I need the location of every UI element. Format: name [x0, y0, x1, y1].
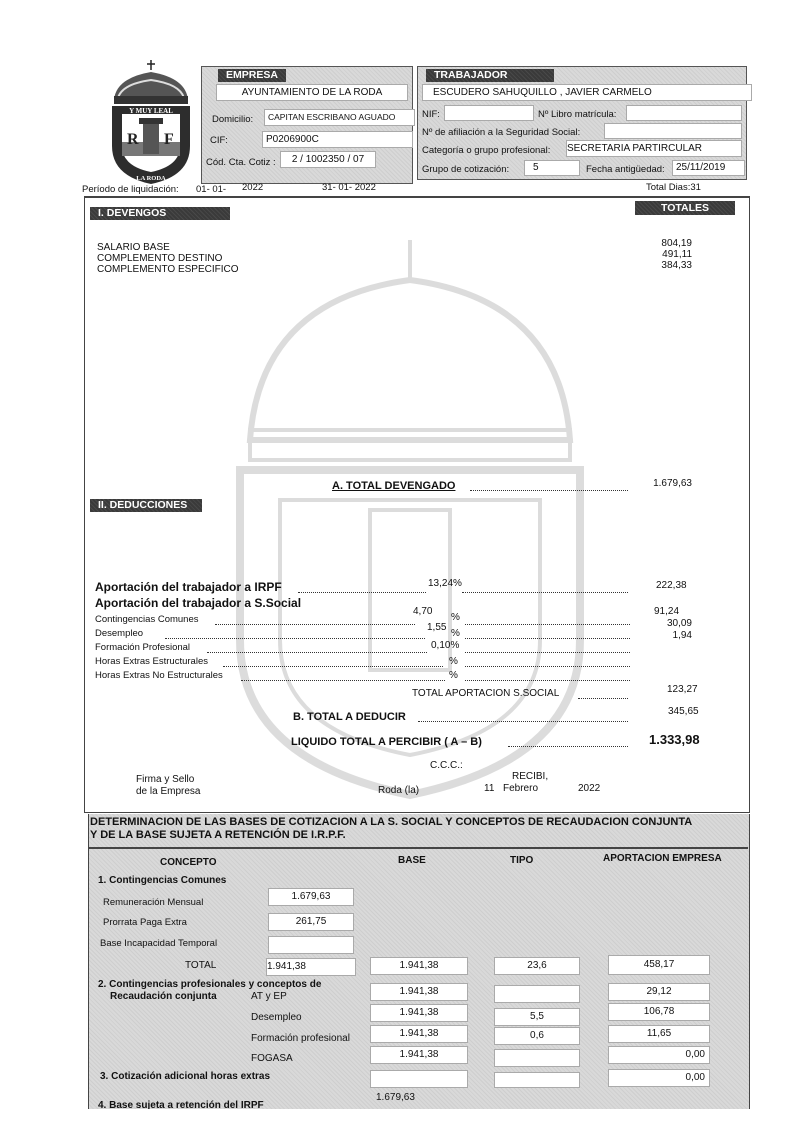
total-dias	[646, 182, 701, 193]
antiguedad-label: Fecha antigüedad:	[586, 164, 665, 175]
leader-dots	[578, 698, 628, 699]
recibi-label: RECIBI,	[512, 771, 549, 782]
grupo-cotizacion-label: Grupo de cotización:	[422, 164, 510, 175]
header-tipo: TIPO	[510, 855, 534, 866]
cc-item-label: Prorrata Paga Extra	[103, 917, 187, 928]
leader-dots	[465, 666, 630, 667]
leader-dots	[223, 666, 443, 667]
total-devengado-value: 1.679,63	[653, 478, 692, 489]
cc-title: 1. Contingencias Comunes	[98, 875, 227, 886]
total-deducir-value: 345,65	[668, 706, 699, 717]
domicilio-value: CAPITAN ESCRIBANO AGUADO	[264, 109, 415, 126]
svg-text:F: F	[164, 131, 174, 148]
leader-dots	[298, 592, 426, 593]
totales-header: TOTALES	[635, 201, 735, 215]
periodo-hasta: 31- 01- 2022	[322, 182, 376, 193]
ccc-label: C.C.C.:	[430, 760, 463, 771]
total-subtotal: 1.941,38	[266, 958, 356, 976]
afiliacion-label: Nº de afiliación a la Seguridad Social:	[422, 127, 581, 138]
cp-item-base: 1.941,38	[370, 1004, 468, 1022]
nif-label: NIF:	[422, 109, 440, 120]
cc-item-label: Base Incapacidad Temporal	[100, 938, 218, 949]
leader-dots	[165, 638, 425, 639]
periodo-label: Período de liquidación:	[82, 184, 179, 195]
bases-title-line2: Y DE LA BASE SUJETA A RETENCIÓN DE I.R.P.F.	[90, 829, 346, 841]
cif-label: CIF:	[210, 135, 228, 146]
header-concepto: CONCEPTO	[160, 857, 217, 868]
cp-item-base: 1.941,38	[370, 1025, 468, 1043]
cc-item-value	[268, 936, 354, 954]
firma-line2: de la Empresa	[136, 786, 201, 797]
leader-dots	[465, 680, 630, 681]
pct-sign: %	[449, 656, 458, 667]
cp-item-tipo	[494, 985, 580, 1003]
total-tipo: 23,6	[494, 957, 580, 975]
firma-mes: Febrero	[503, 783, 539, 794]
liquido-value: 1.333,98	[649, 732, 700, 747]
leader-dots	[465, 624, 630, 625]
libro-matricula-label: Nº Libro matrícula:	[538, 109, 617, 120]
leader-dots	[215, 624, 415, 625]
cp-item-label: AT y EP	[251, 991, 287, 1002]
cc-item-value: 1.679,63	[268, 888, 354, 906]
devengos-title: I. DEVENGOS	[90, 207, 230, 220]
irpf-base-value: 1.679,63	[376, 1092, 415, 1103]
ss-row-value: 1,94	[672, 630, 692, 641]
total-ss-value: 123,27	[667, 684, 698, 695]
ss-row-pct	[431, 640, 459, 651]
irpf-base-label: 4. Base sujeta a retención del IRPF	[98, 1100, 264, 1109]
ss-row	[95, 622, 630, 642]
bases-title-line1: DETERMINACION DE LAS BASES DE COTIZACION A LA S. SOCIAL Y CONCEPTOS DE RECAUDACION CONJUNTA	[90, 816, 693, 828]
categoria-value: SECRETARIA PARTIRCULAR	[566, 140, 742, 157]
cp-item-aportacion: 106,78	[608, 1003, 710, 1021]
total-ss-label: TOTAL APORTACION S.SOCIAL	[412, 688, 560, 699]
cp-title-line1: 2. Contingencias profesionales y conceptos de	[98, 979, 322, 990]
ss-row-value: 30,09	[666, 618, 692, 629]
irpf-label: Aportación del trabajador a IRPF	[95, 580, 282, 594]
trabajador-name: ESCUDERO SAHUQUILLO , JAVIER CARMELO	[422, 84, 752, 101]
firma-lugar: Roda (la)	[378, 785, 420, 796]
domicilio-label: Domicilio:	[212, 114, 254, 125]
leader-dots	[508, 746, 628, 747]
cp-item-tipo	[494, 1049, 580, 1067]
total-aportacion: 458,17	[608, 955, 710, 975]
libro-matricula-value	[626, 105, 742, 121]
grupo-cotizacion-value: 5	[524, 160, 580, 176]
liquido-label: LIQUIDO TOTAL A PERCIBIR ( A – B)	[291, 736, 482, 748]
devengos-labels	[97, 242, 239, 275]
cp-title-line2: Recaudación conjunta	[110, 991, 217, 1002]
deducciones-title: II. DEDUCCIONES	[90, 499, 202, 512]
svg-text:Y MUY LEAL: Y MUY LEAL	[129, 107, 173, 115]
crest-icon	[104, 58, 198, 188]
leader-dots	[465, 652, 630, 653]
empresa-panel	[201, 66, 413, 184]
ss-rows	[95, 606, 630, 684]
cp-item-tipo: 5,5	[494, 1008, 580, 1026]
trabajador-title: TRABAJADOR	[426, 69, 554, 82]
ss-row	[95, 606, 630, 628]
ss-row	[95, 670, 630, 684]
ss-values	[640, 606, 692, 642]
cp-item-label: Formación profesional	[251, 1033, 350, 1044]
irpf-value: 222,38	[656, 580, 687, 591]
horas-extras-aportacion: 0,00	[608, 1069, 710, 1087]
cif-value: P0206900C	[262, 131, 413, 148]
page-cutoff	[0, 1109, 793, 1122]
ss-row	[95, 656, 630, 670]
cc-item-value: 261,75	[268, 913, 354, 931]
horas-extras-tipo	[494, 1072, 580, 1088]
ss-row-label: Horas Extras Estructurales	[95, 656, 208, 667]
antiguedad-value: 25/11/2019	[672, 160, 745, 176]
cp-item-label: FOGASA	[251, 1053, 293, 1064]
ss-row-value: 91,24	[654, 606, 680, 617]
cp-item-base: 1.941,38	[370, 1046, 468, 1064]
horas-extras-base	[370, 1070, 468, 1088]
cp-item-label: Desempleo	[251, 1012, 302, 1023]
ss-row-label: Contingencias Comunes	[95, 614, 199, 625]
pct-sign: %	[450, 640, 460, 651]
empresa-name: AYUNTAMIENTO DE LA RODA	[216, 84, 408, 101]
afiliacion-value	[604, 123, 742, 139]
leader-dots	[241, 680, 445, 681]
leader-dots	[470, 490, 628, 491]
cp-item-aportacion: 29,12	[608, 983, 710, 1001]
cp-item-tipo: 0,6	[494, 1027, 580, 1045]
firma-line1: Firma y Sello	[136, 774, 195, 785]
ss-row-label: Horas Extras No Estructurales	[95, 670, 223, 681]
ss-row-label: Formación Profesional	[95, 642, 191, 653]
svg-text:R: R	[127, 131, 139, 148]
irpf-pct	[428, 578, 462, 589]
header-aportacion: APORTACION EMPRESA	[603, 853, 722, 864]
pct-sign: %	[453, 578, 462, 589]
pct-value: 0,10	[431, 640, 451, 651]
firma-empresa	[136, 774, 200, 798]
ss-row-label: Desempleo	[95, 628, 144, 639]
cp-item-aportacion: 11,65	[608, 1025, 710, 1043]
categoria-label: Categoría o grupo profesional:	[422, 145, 551, 156]
irpf-pct-value: 13,24	[428, 578, 454, 589]
town-crest-logo	[104, 58, 198, 188]
devengos-values	[640, 238, 692, 271]
leader-dots	[462, 592, 628, 593]
total-devengado-label: A. TOTAL DEVENGADO	[332, 480, 456, 492]
nif-value	[444, 105, 534, 121]
bases-title	[90, 816, 750, 842]
leader-dots	[418, 721, 628, 722]
pct-sign: %	[451, 612, 460, 623]
svg-text:LA RODA: LA RODA	[136, 175, 166, 182]
devengo-value: 804,19	[661, 238, 692, 249]
ss-row-pct: 4,70	[413, 606, 433, 617]
leader-dots	[207, 652, 427, 653]
cp-item-base: 1.941,38	[370, 983, 468, 1001]
divider	[88, 847, 748, 849]
horas-extras-label: 3. Cotización adicional horas extras	[100, 1071, 271, 1082]
devengo-value: 384,33	[661, 260, 692, 271]
cta-cotiz-label: Cód. Cta. Cotiz :	[206, 157, 276, 168]
cc-item-label: Remuneración Mensual	[103, 897, 204, 908]
devengo-value: 491,11	[662, 249, 692, 260]
cta-cotiz-value: 2 / 1002350 / 07	[280, 151, 376, 168]
total-dias-value: 31	[690, 182, 701, 193]
cp-title	[98, 979, 321, 1003]
empresa-title: EMPRESA	[218, 69, 286, 82]
header-base: BASE	[398, 855, 426, 866]
total-dias-label: Total Dias:	[646, 182, 691, 193]
ss-row-pct: 1,55	[427, 622, 447, 633]
pct-sign: %	[451, 628, 460, 639]
periodo-desde-year: 2022	[242, 182, 264, 193]
total-base: 1.941,38	[370, 957, 468, 975]
total-deducir-label: B. TOTAL A DEDUCIR	[293, 711, 406, 723]
total-label: TOTAL	[185, 960, 217, 971]
trabajador-panel	[417, 66, 747, 180]
pct-sign: %	[449, 670, 458, 681]
devengo-label: SALARIO BASE	[97, 242, 170, 253]
devengo-label: COMPLEMENTO ESPECIFICO	[97, 264, 239, 275]
devengo-label: COMPLEMENTO DESTINO	[97, 253, 223, 264]
firma-anio: 2022	[578, 783, 601, 794]
periodo-desde: 01- 01-	[196, 184, 227, 195]
leader-dots	[465, 638, 630, 639]
cp-item-aportacion: 0,00	[608, 1046, 710, 1064]
firma-dia: 11	[484, 783, 495, 794]
total-devengado-row	[332, 480, 628, 492]
ss-row	[95, 642, 630, 656]
ss-label: Aportación del trabajador a S.Social	[95, 596, 302, 610]
